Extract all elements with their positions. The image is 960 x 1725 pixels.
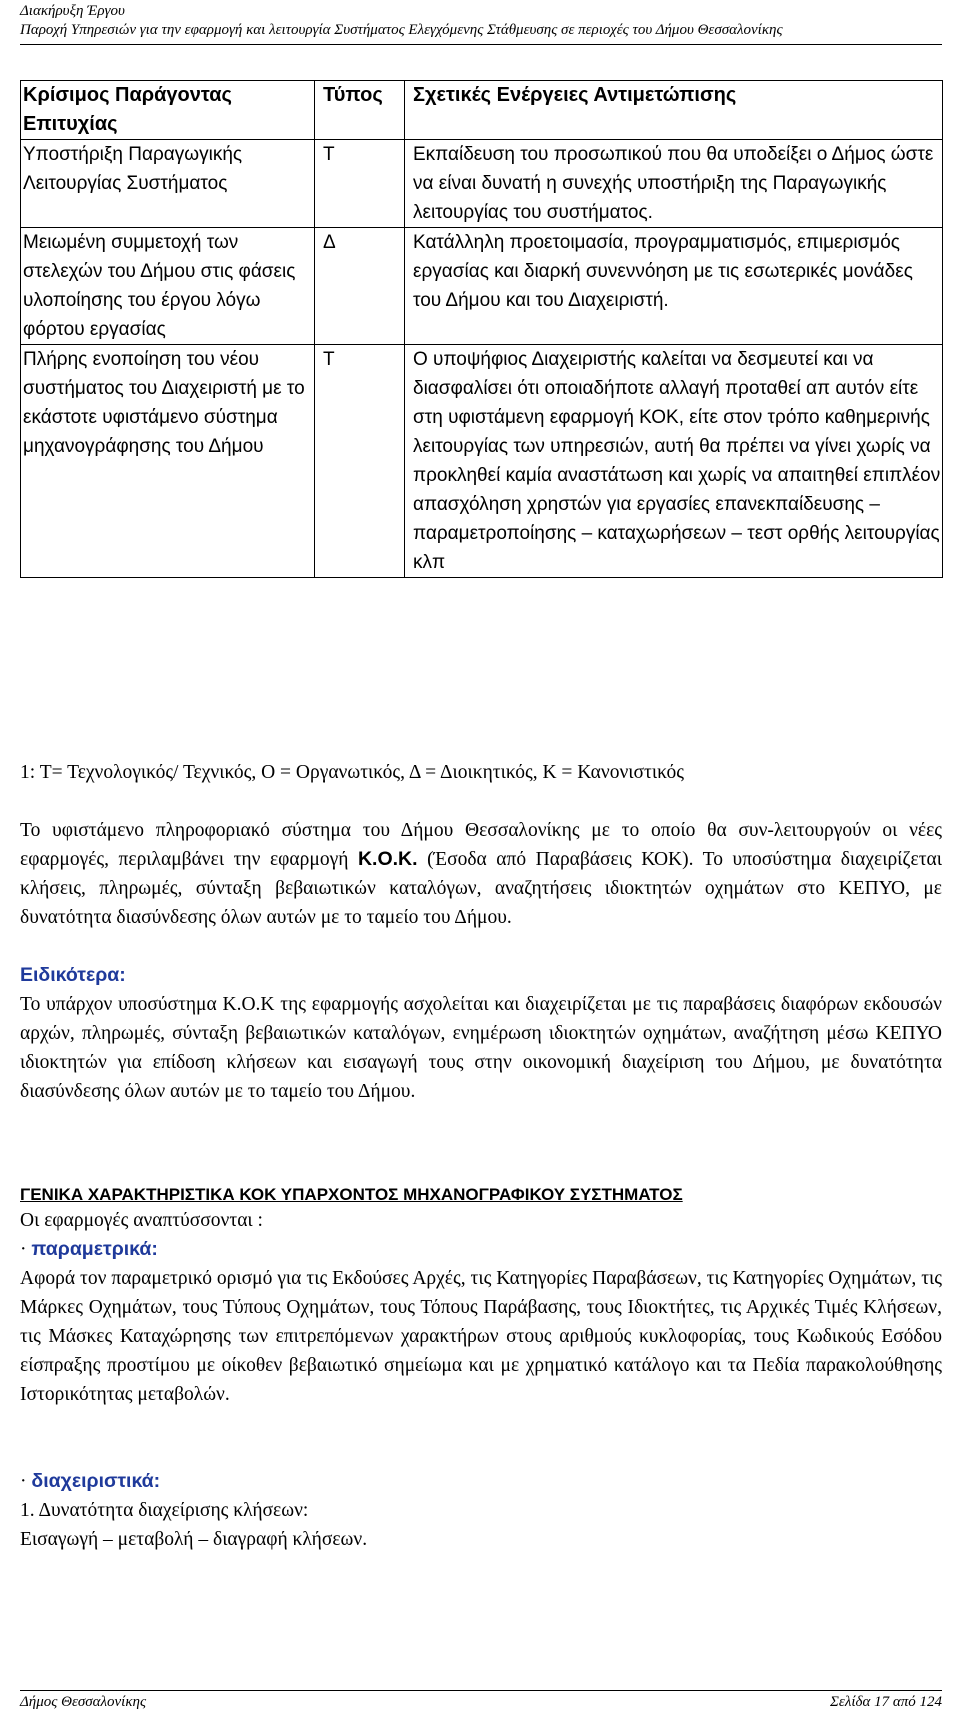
table-row xyxy=(21,345,943,578)
type-cell: Τ xyxy=(315,140,405,228)
specific-label: Ειδικότερα: xyxy=(20,964,126,986)
paragraph-kok-subsystem: Το υπάρχον υποσύστημα Κ.Ο.Κ της εφαρμογής ασχολείται και διαχειρίζεται με τις παραβάσεις διαφόρων εκδουσών αρχών, πληρωμές, σύνταξη βεβαιωτικών καταλόγων, ενημέρωση ιδιοκτητών οχημάτων, αναζήτηση μέσω ΚΕΠΥΟ ιδιοκτητών για επίδοση κλήσεων και εισαγωγή τους στην οικονομική διαχείριση του Δήμου, με δυνατότητα διασύνδεσης όλων αυτών με το ταμείο του Δήμου. xyxy=(20,994,942,1102)
table-row xyxy=(21,228,943,345)
type-cell: Τ xyxy=(315,345,405,578)
list-item-title: Δυνατότητα διαχείρισης κλήσεων: xyxy=(38,1500,309,1521)
list-item xyxy=(20,1496,942,1525)
header-subtitle: Παροχή Υπηρεσιών για την εφαρμογή και λειτουργία Συστήματος Ελεγχόμενης Στάθμευσης σε περιοχές του Δήμου Θεσσαλονίκης xyxy=(20,22,783,38)
type-cell: Δ xyxy=(315,228,405,345)
factor-cell: Πλήρης ενοποίηση του νέου συστήματος του Διαχειριστή με το εκάστοτε υφιστάμενο σύστημα μηχανογράφησης του Δήμου xyxy=(21,345,315,578)
factor-cell: Μειωμένη συμμετοχή των στελεχών του Δήμου στις φάσεις υλοποίησης του έργου λόγω φόρτου εργασίας xyxy=(21,228,315,345)
list-item-text: Εισαγωγή – μεταβολή – διαγραφή κλήσεων. xyxy=(20,1529,368,1550)
action-cell: Ο υποψήφιος Διαχειριστής καλείται να δεσμευτεί και να διασφαλίσει ότι οποιαδήποτε αλλαγή προταθεί απ αυτόν είτε στη υφιστάμενη εφαρμογή ΚΟΚ, είτε στον τρόπο καθημερινής λειτουργίας των υπηρεσιών, αυτή θα πρέπει να γίνει χωρίς να προκληθεί καμία αναστάτωση και χωρίς να απαιτηθεί επιπλέον απασχόληση χρηστών για εργασίες επανεκπαίδευσης – παραμετροποίησης – καταχωρήσεων – τεστ ορθής λειτουργίας κλπ xyxy=(405,345,943,578)
bullet-marker: · xyxy=(20,1239,32,1260)
paragraph-text: Το υφιστάμενο πληροφοριακό σύστημα του Δήμου Θεσσαλονίκης με το οποίο θα συν-λειτουργούν οι νέες εφαρμογές, περιλαμβάνει την εφαρμογή xyxy=(20,820,942,870)
type-legend-footnote: 1: Τ= Τεχνολογικός/ Τεχνικός, Ο = Οργανωτικός, Δ = Διοικητικός, Κ = Κανονιστικός xyxy=(20,762,684,783)
table-header-row xyxy=(21,81,943,140)
action-cell: Κατάλληλη προετοιμασία, προγραμματισμός, επιμερισμός εργασίας και διαρκή συνεννόηση με τις εσωτερικές μονάδες του Δήμου και του Διαχειριστή. xyxy=(405,228,943,345)
footer-left: Δήμος Θεσσαλονίκης xyxy=(20,1694,147,1710)
bullet-parametric xyxy=(20,1235,942,1264)
section-heading: ΓΕΝΙΚΑ ΧΑΡΑΚΤΗΡΙΣΤΙΚΑ ΚΟΚ ΥΠΑΡΧΟΝΤΟΣ ΜΗΧΑΝΟΓΡΑΦΙΚΟΥ ΣΥΣΤΗΜΑΤΟΣ xyxy=(20,1185,683,1204)
page-number: Σελίδα 17 από 124 xyxy=(830,1694,942,1710)
col-header-factor: Κρίσιμος Παράγοντας Επιτυχίας xyxy=(21,81,315,140)
page-header xyxy=(20,2,942,40)
factor-cell: Υποστήριξη Παραγωγικής Λειτουργίας Συστήματος xyxy=(21,140,315,228)
header-title: Διακήρυξη Έργου xyxy=(20,3,125,19)
table-row xyxy=(21,140,943,228)
list-item-number: 1. xyxy=(20,1500,39,1521)
paragraph-existing-system xyxy=(20,816,942,932)
parametric-description: Αφορά τον παραμετρικό ορισμό για τις Εκδούσες Αρχές, τις Κατηγορίες Παραβάσεων, τις Κατηγορίες Οχημάτων, τις Μάρκες Οχημάτων, τους Τύπους Οχημάτων, τους Τόπους Παράβασης, τους Ιδιοκτήτες, τις Αρχικές Τιμές Κλήσεων, τις Μάσκες Καταχώρησης των επιτρεπόμενων χαρακτήρων στους αριθμούς κυκλοφορίας, τους Κωδικούς Εσόδου είσπραξης προστίμου με οίκοθεν βεβαιωτικό σημείωμα και με χρηματικό κατάλογο και τα Πεδία παρακολούθησης Ιστορικότητας μεταβολών. xyxy=(20,1268,942,1405)
parametric-label: παραμετρικά: xyxy=(31,1238,158,1260)
paragraph-text: (Έσοδα από Παραβάσεις ΚΟΚ). Το υποσύστημα διαχειρίζεται κλήσεις, πληρωμές, σύνταξη βεβαιωτικών καταλόγων, αναζητήσεις ιδιοκτητών οχημάτων στο ΚΕΠΥΟ, με δυνατότητα διασύνδεσης όλων αυτών με το ταμείο του Δήμου. xyxy=(20,849,942,928)
apps-intro: Οι εφαρμογές αναπτύσσονται : xyxy=(20,1210,263,1231)
col-header-type: Τύπος xyxy=(315,81,405,140)
bullet-marker: · xyxy=(20,1471,32,1492)
footer-divider xyxy=(20,1690,942,1691)
action-cell: Εκπαίδευση του προσωπικού που θα υποδείξει ο Δήμος ώστε να είναι δυνατή η συνεχής υποστήριξη της Παραγωγικής λειτουργίας του συστήματος. xyxy=(405,140,943,228)
bullet-administrative xyxy=(20,1467,942,1496)
administrative-label: διαχειριστικά: xyxy=(31,1470,161,1492)
risk-factors-table xyxy=(20,80,943,578)
header-divider xyxy=(20,44,942,45)
kok-bold-term: Κ.Ο.Κ. xyxy=(357,848,418,870)
col-header-actions: Σχετικές Ενέργειες Αντιμετώπισης xyxy=(405,81,943,140)
